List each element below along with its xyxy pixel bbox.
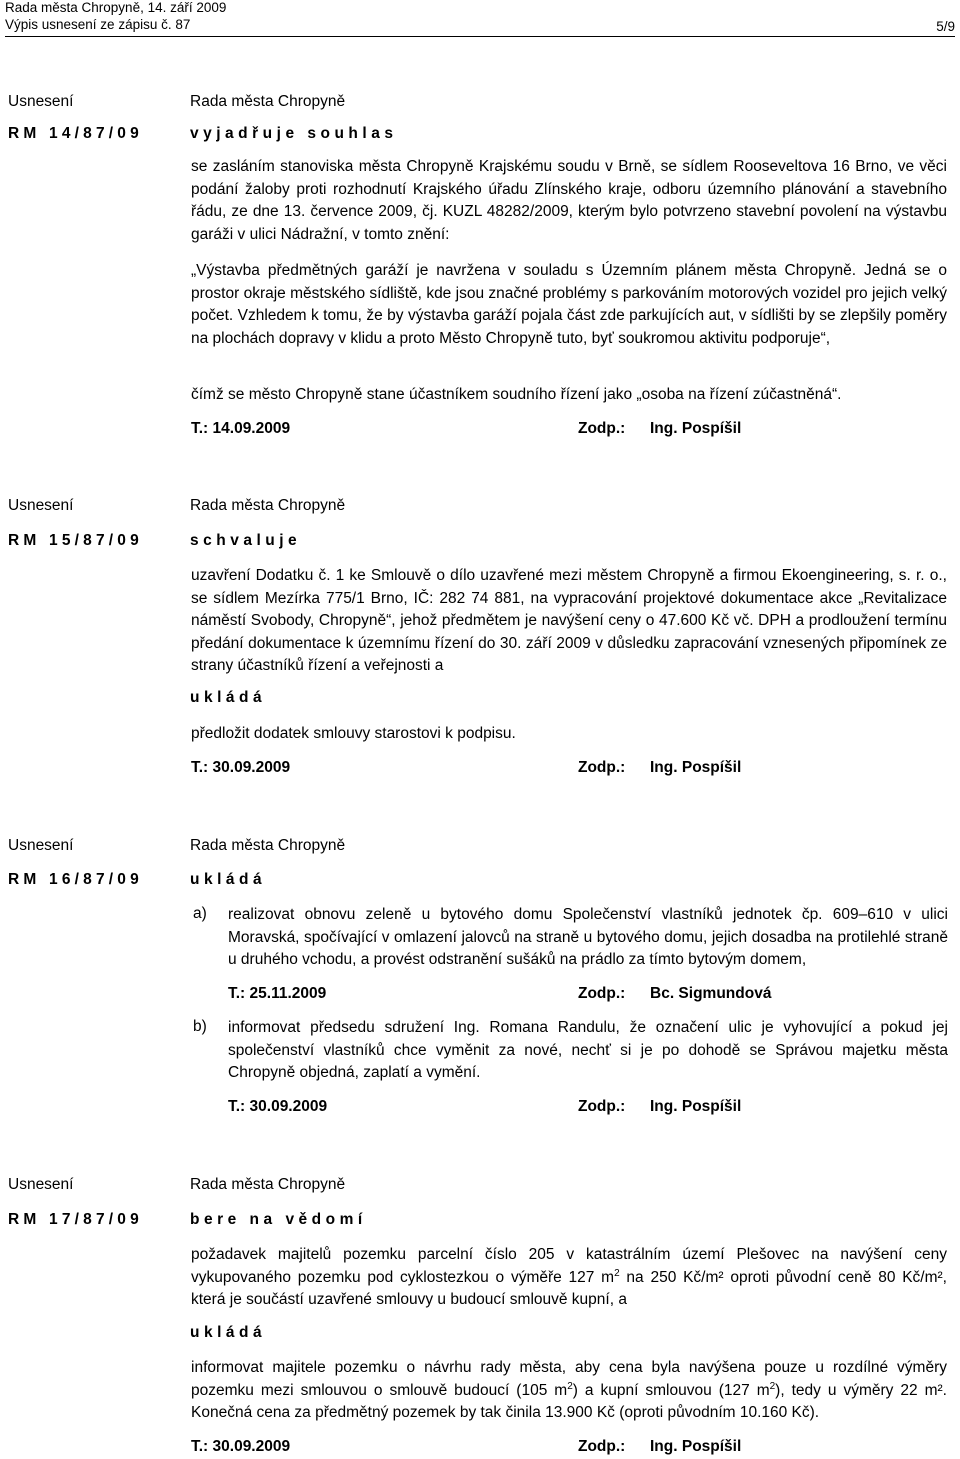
resolution-text [191, 1244, 947, 1312]
resolution-text: se zasláním stanoviska města Chropyně Krajskému soudu v Brně, se sídlem Rooseveltova 16 Brno, ve věci podání žaloby proti rozhodnutí Krajského úřadu Zlínského kraje, odboru územního plánování a stavebního řádu, ze dne 13. července 2009, čj. KUZL 48282/2009, kterým bylo potvrzeno stavební povolení na výstavbu garáži v ulici Nádražní, v tomto znění: [191, 158, 947, 243]
responsible-label: Zodp.: [578, 1098, 626, 1115]
text-segment: ) a kupní smlouvou (127 m [572, 1381, 770, 1399]
responsible-label: Zodp.: [578, 985, 626, 1002]
resolution-verb: ukládá [190, 871, 267, 888]
resolution-label: Usnesení [8, 837, 74, 854]
resolution-number: RM 15/87/09 [8, 532, 143, 549]
list-item-marker: a) [193, 905, 207, 922]
text-segment: požadavek majitelů pozemku parcelní číslo 205 v katastrálním území Plešovec na navýšení ceny vykupovaného pozemku pod cyklostezkou o výměře 127 m [191, 1246, 947, 1286]
resolution-quote: „Výstavba předmětných garáží je navržena v souladu s Územním plánem města Chropyně. Jedná se o prostor okraje městského sídliště, kde jsou značné problémy s parkováním motorových vozidel pro jejich velký počet. Vzhledem k tomu, že by výstavba garáží pojala část zde parkujících aut, v sídlišti by se zlepšily poměry na plochách dopravy v klidu a proto Město Chropyně tuto, byť soukromou aktivitu podporuje“, [191, 262, 947, 347]
resolution-body: Rada města Chropyně [190, 497, 346, 514]
responsible-label: Zodp.: [578, 759, 626, 776]
resolution-verb: schvaluje [190, 532, 302, 549]
document-header-title: Rada města Chropyně, 14. září 2009 [5, 0, 227, 15]
deadline: T.: 30.09.2009 [191, 759, 291, 776]
deadline: T.: 30.09.2009 [191, 1438, 291, 1455]
resolution-verb: ukládá [190, 1324, 267, 1341]
text-segment: ), tedy u výměry 22 m². Konečná cena za předmětný pozemek by tak činila 13.900 Kč (oproti původním 10.160 Kč). [191, 1381, 947, 1421]
resolution-body: Rada města Chropyně [190, 93, 346, 110]
resolution-text: předložit dodatek smlouvy starostovi k podpisu. [191, 725, 516, 742]
resolution-verb: vyjadřuje souhlas [190, 125, 398, 142]
responsible-label: Zodp.: [578, 420, 626, 437]
resolution-label: Usnesení [8, 93, 74, 110]
resolution-body: Rada města Chropyně [190, 837, 346, 854]
text-segment: na 250 Kč/m² oproti původní ceně 80 Kč/m², která je součástí uzavřené smlouvy u budoucí smlouvě kupní, a [191, 1268, 947, 1308]
list-item-marker: b) [193, 1018, 207, 1035]
responsible-label: Zodp.: [578, 1438, 626, 1455]
resolution-body: Rada města Chropyně [190, 1176, 346, 1193]
text-segment: informovat majitele pozemku o návrhu rady města, aby cena byla navýšena pouze u rozdílné výměry pozemku mezi smlouvou o smlouvě budoucí (105 m [191, 1359, 947, 1399]
deadline: T.: 30.09.2009 [228, 1098, 328, 1115]
resolution-number: RM 14/87/09 [8, 125, 143, 142]
resolution-number: RM 16/87/09 [8, 871, 143, 888]
responsible-person: Bc. Sigmundová [650, 985, 772, 1002]
document-header-subtitle: Výpis usnesení ze zápisu č. 87 [5, 17, 191, 32]
responsible-person: Ing. Pospíšil [650, 759, 742, 776]
resolution-verb: ukládá [190, 689, 267, 706]
list-item-text: informovat předsedu sdružení Ing. Romana Randulu, že označení ulic je vyhovující a pokud jej společenství vlastníků chce vyměnit za nové, nechť si je po dohodě se Správou majetku města Chropyně objedná, zaplatí a vymění. [228, 1019, 948, 1081]
page-number: 5/9 [936, 19, 955, 34]
superscript: 2 [769, 1380, 776, 1392]
responsible-person: Ing. Pospíšil [650, 1438, 742, 1455]
superscript: 2 [567, 1380, 573, 1392]
resolution-label: Usnesení [8, 497, 74, 514]
deadline: T.: 14.09.2009 [191, 420, 291, 437]
resolution-text: čímž se město Chropyně stane účastníkem soudního řízení jako „osoba na řízení zúčastněná“. [191, 386, 842, 403]
resolution-text: uzavření Dodatku č. 1 ke Smlouvě o dílo uzavřené mezi městem Chropyně a firmou Ekoengineering, s. r. o., se sídlem Mezírka 775/1 Brno, IČ: 282 74 881, na vypracování projektové dokumentace akce „Revitalizace náměstí Svobody, Chropyně“, jehož předmětem je navýšení ceny o 47.600 Kč vč. DPH a prodloužení termínu předání dokumentace k územnímu řízení do 30. září 2009 v důsledku zapracování vznesených připomínek ze strany účastníků řízení a veřejnosti a [191, 567, 947, 674]
superscript: 2 [614, 1267, 620, 1279]
resolution-text [191, 1357, 947, 1425]
list-item-text: realizovat obnovu zeleně u bytového domu Společenství vlastníků jednotek čp. 609–610 v ulici Moravská, spočívající v omlazení jalovců na straně u bytového domu, jejich dosadba na protilehlé straně u druhého vchodu, a provést odstranění sušáků na prádlo za tímto bytovým domem, [228, 906, 948, 968]
resolution-label: Usnesení [8, 1176, 74, 1193]
resolution-verb: bere na vědomí [190, 1211, 367, 1228]
header-divider [5, 36, 955, 37]
responsible-person: Ing. Pospíšil [650, 1098, 742, 1115]
deadline: T.: 25.11.2009 [228, 985, 327, 1002]
resolution-number: RM 17/87/09 [8, 1211, 143, 1228]
responsible-person: Ing. Pospíšil [650, 420, 742, 437]
